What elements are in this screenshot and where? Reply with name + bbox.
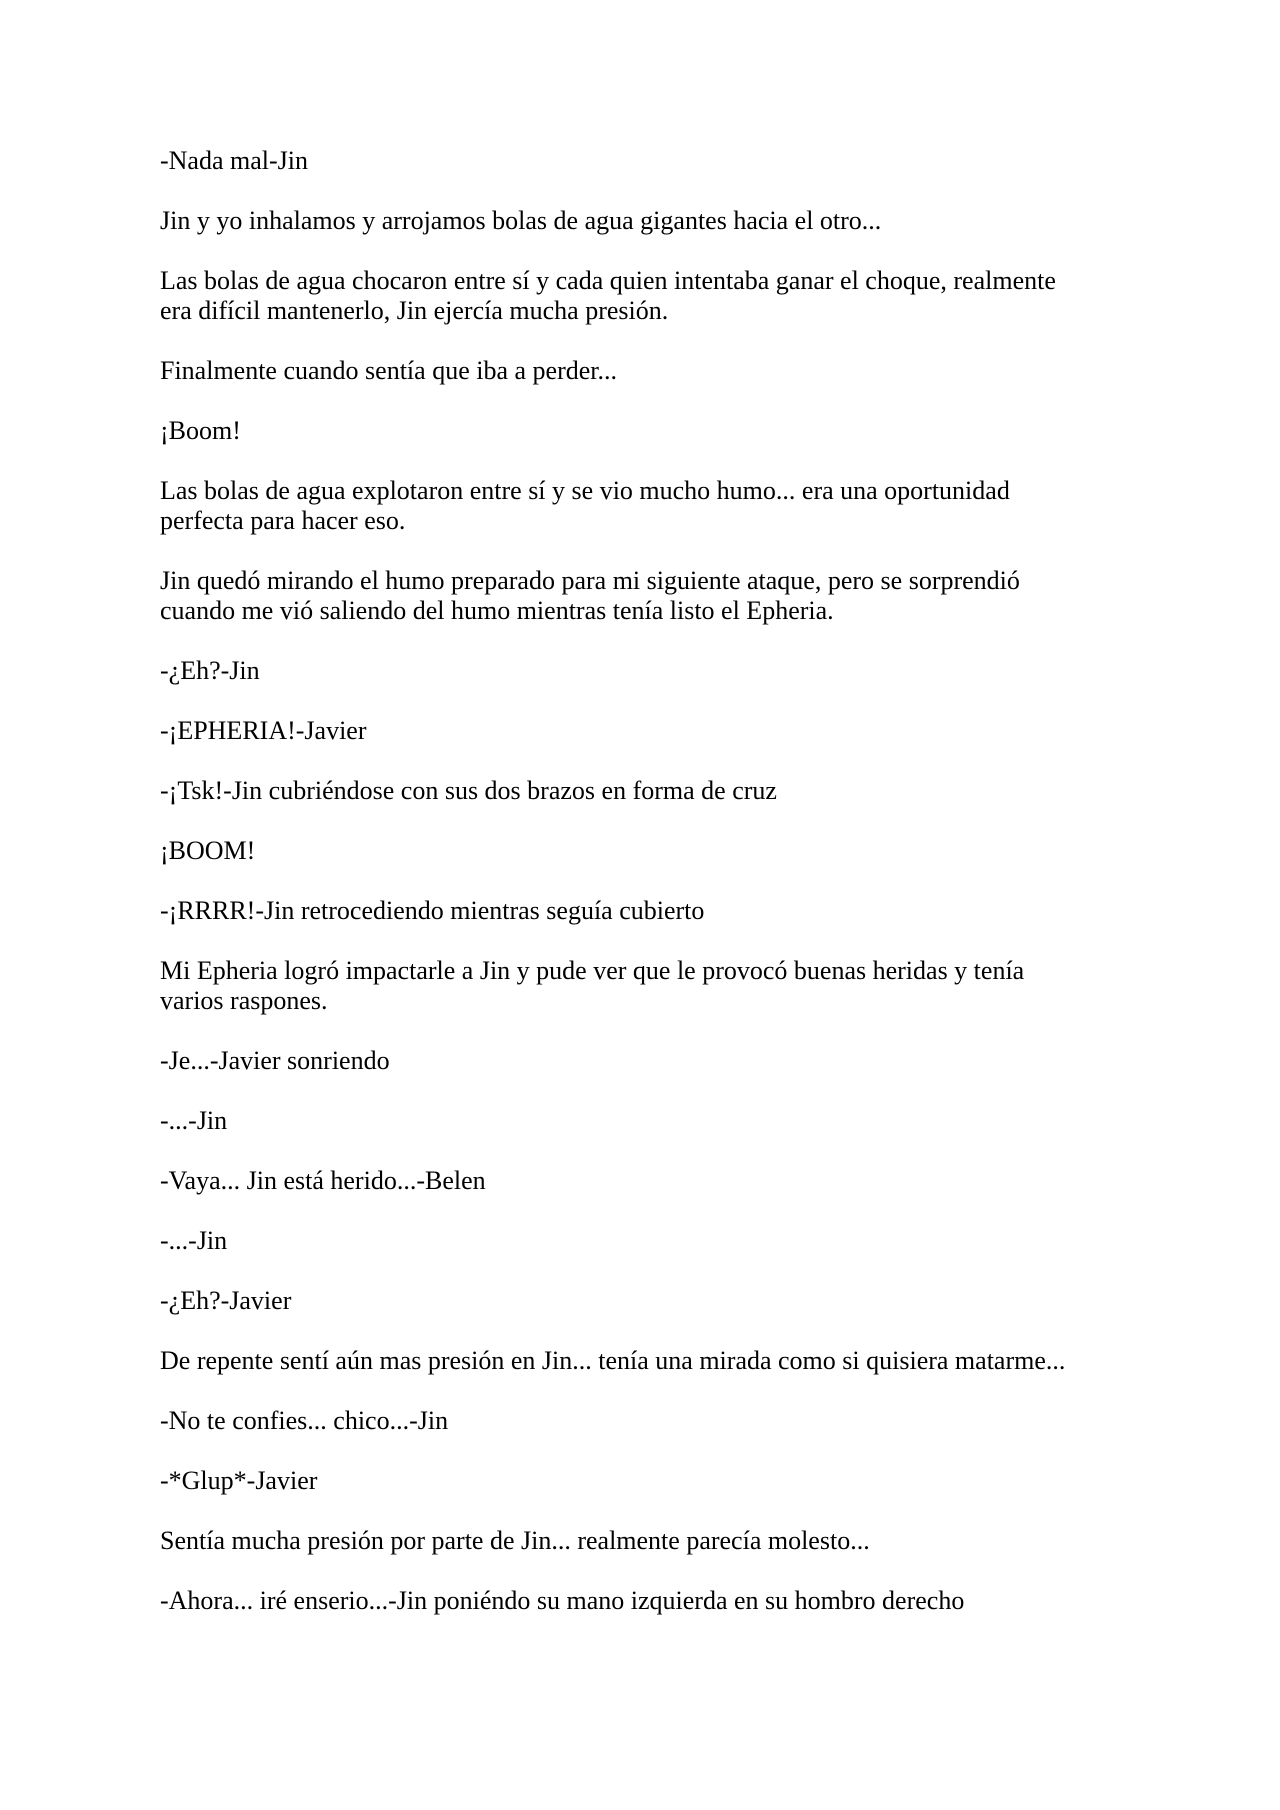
paragraph [160, 476, 1138, 536]
paragraph [160, 1466, 1138, 1496]
paragraph [160, 1226, 1138, 1256]
paragraph [160, 776, 1138, 806]
paragraph [160, 1166, 1138, 1196]
paragraph [160, 416, 1138, 446]
text-line: Las bolas de agua explotaron entre sí y se vio mucho humo... era una oportunidad [160, 476, 1010, 505]
text-line: -¡Tsk!-Jin cubriéndose con sus dos brazos en forma de cruz [160, 776, 777, 805]
text-line: -*Glup*-Javier [160, 1466, 318, 1495]
text-line: -Je...-Javier sonriendo [160, 1046, 390, 1075]
text-line: Mi Epheria logró impactarle a Jin y pude ver que le provocó buenas heridas y tenía [160, 956, 1025, 985]
text-line: perfecta para hacer eso. [160, 506, 406, 535]
text-line: -No te confies... chico...-Jin [160, 1406, 449, 1435]
paragraph [160, 956, 1138, 1016]
text-line: -...-Jin [160, 1226, 228, 1255]
text-line: -¿Eh?-Javier [160, 1286, 292, 1315]
paragraph [160, 656, 1138, 686]
paragraph [160, 1346, 1138, 1376]
paragraph [160, 1526, 1138, 1556]
text-line: -Ahora... iré enserio...-Jin poniéndo su mano izquierda en su hombro derecho [160, 1586, 965, 1615]
text-line: -¡EPHERIA!-Javier [160, 716, 367, 745]
paragraph [160, 206, 1138, 236]
text-line: Jin quedó mirando el humo preparado para mi siguiente ataque, pero se sorprendió [160, 566, 1020, 595]
text-line: varios raspones. [160, 986, 328, 1015]
paragraph [160, 896, 1138, 926]
paragraph [160, 356, 1138, 386]
text-line: -¿Eh?-Jin [160, 656, 260, 685]
paragraph [160, 1046, 1138, 1076]
paragraph [160, 836, 1138, 866]
text-line: Jin y yo inhalamos y arrojamos bolas de agua gigantes hacia el otro... [160, 206, 882, 235]
text-line: ¡BOOM! [160, 836, 256, 865]
text-line: Las bolas de agua chocaron entre sí y cada quien intentaba ganar el choque, realmente [160, 266, 1056, 295]
paragraph [160, 1586, 1138, 1616]
text-line: era difícil mantenerlo, Jin ejercía mucha presión. [160, 296, 669, 325]
paragraph [160, 146, 1138, 176]
paragraph [160, 1286, 1138, 1316]
text-line: -¡RRRR!-Jin retrocediendo mientras seguía cubierto [160, 896, 705, 925]
paragraph [160, 716, 1138, 746]
text-line: -Vaya... Jin está herido...-Belen [160, 1166, 486, 1195]
text-line: Finalmente cuando sentía que iba a perder... [160, 356, 618, 385]
text-line: Sentía mucha presión por parte de Jin... realmente parecía molesto... [160, 1526, 870, 1555]
paragraph [160, 566, 1138, 626]
text-line: ¡Boom! [160, 416, 241, 445]
paragraph [160, 1106, 1138, 1136]
text-line: -...-Jin [160, 1106, 228, 1135]
text-line: -Nada mal-Jin [160, 146, 309, 175]
paragraph [160, 1406, 1138, 1436]
text-line: De repente sentí aún mas presión en Jin... tenía una mirada como si quisiera matarme... [160, 1346, 1066, 1375]
text-line: cuando me vió saliendo del humo mientras tenía listo el Epheria. [160, 596, 834, 625]
paragraph [160, 266, 1138, 326]
document-content [160, 146, 1138, 1646]
